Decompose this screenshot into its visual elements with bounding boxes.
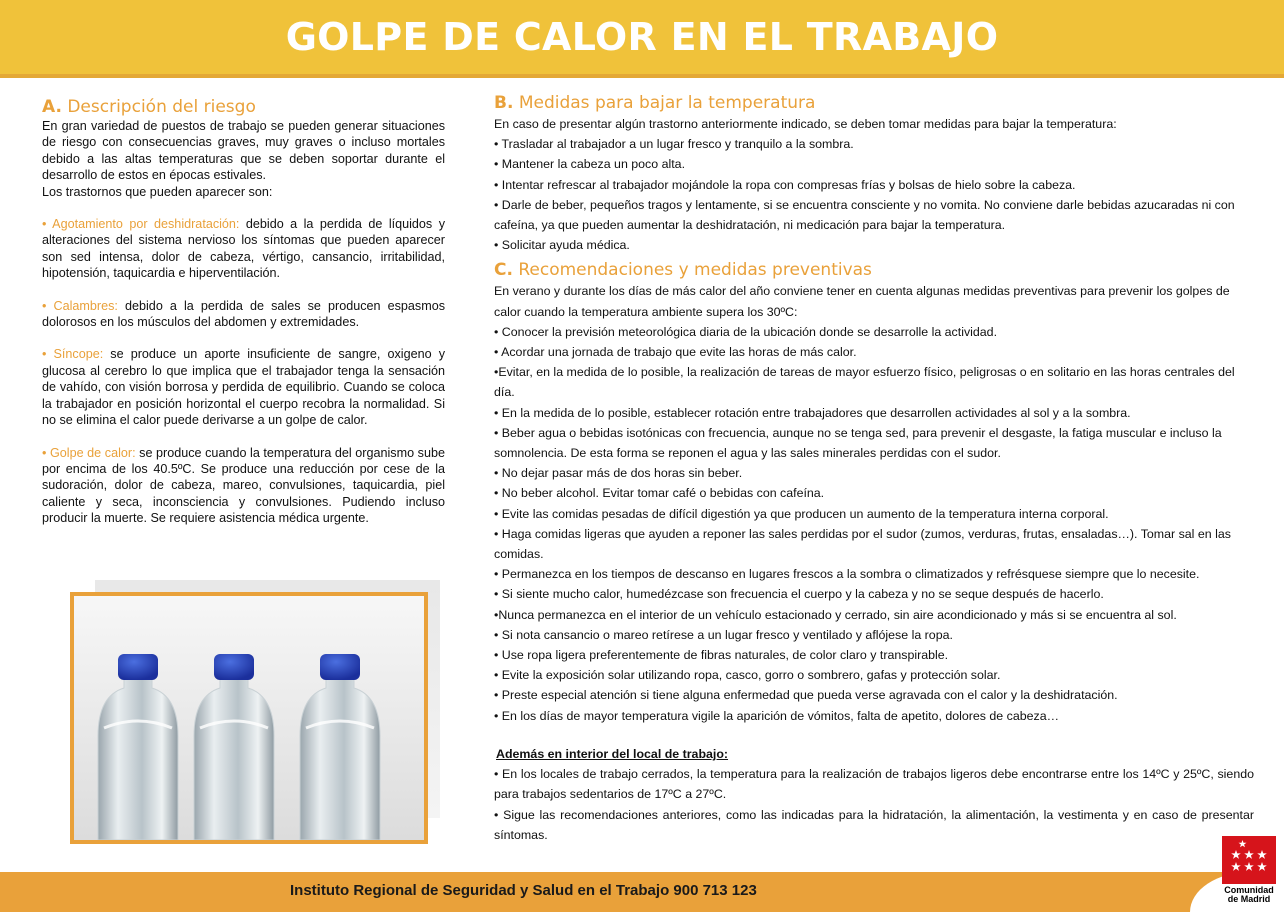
list-item: • Evite la exposición solar utilizando ropa, casco, gorro o sombrero, gafas y protección solar.: [494, 668, 1001, 683]
section-a-title: Descripción del riesgo: [67, 97, 256, 117]
list-item: • Solicitar ayuda médica.: [494, 238, 630, 253]
list-item: • Evite las comidas pesadas de difícil digestión ya que producen un aumento de la temperatura interna corporal.: [494, 506, 1109, 521]
section-c-intro: En verano y durante los días de más calor del año conviene tener en cuenta algunas medidas preventivas para prevenir los golpes de calor cuando la temperatura ambiente supera los 30ºC:: [494, 284, 1230, 319]
list-item: • Permanezca en los tiempos de descanso en lugares frescos a la sombra o climatizados y refrésquese siempre que lo necesite.: [494, 567, 1200, 582]
list-item: • En los locales de trabajo cerrados, la temperatura para la realización de trabajos ligeros debe encontrarse entre los 14ºC y 25ºC, siendo para trabajos sedentarios de 17ºC a 27ºC.: [494, 767, 1254, 802]
list-item: • Beber agua o bebidas isotónicas con frecuencia, aunque no se tenga sed, para prevenir el desgaste, la fatiga muscular e incluso la somnolencia. De esta forma se reponen el agua y las sales minerales perdidas con el sudor.: [494, 425, 1222, 461]
list-item: • No dejar pasar más de dos horas sin beber.: [494, 466, 743, 481]
disorder-text: debido a la perdida de sales se producen espasmos dolorosos en los músculos del abdomen y extremidades.: [42, 298, 445, 330]
comunidad-madrid-logo: [1222, 836, 1276, 904]
section-a-intro: En gran variedad de puestos de trabajo se pueden generar situaciones de riesgo con consecuencias graves, muy graves o incluso mortales debido a las altas temperaturas que se deben soportar durante el desarrollo de estos en épocas estivales.: [42, 119, 445, 183]
list-item: • Si nota cansancio o mareo retírese a un lugar fresco y ventilado y aflójese la ropa.: [494, 627, 953, 642]
logo-line2: de Madrid: [1227, 894, 1271, 904]
section-a: [42, 96, 445, 527]
disorder-text: debido a la perdida de líquidos y alteraciones del sistema nervioso los síntomas que pueden aparecer son sed intensa, dolor de cabeza, vértigo, cansancio, irritabilidad, hipotensión, taquicardia e hiperventilación.: [42, 217, 445, 281]
section-b-heading: [494, 92, 1254, 114]
disorder-item: [42, 298, 445, 331]
indoor-subtitle: Además en interior del local de trabajo:: [496, 746, 729, 761]
disorder-term: • Síncope:: [42, 347, 104, 362]
list-item: • Trasladar al trabajador a un lugar fresco y tranquilo a la sombra.: [494, 137, 854, 152]
section-b-list: [494, 134, 1254, 255]
disorder-term: • Agotamiento por deshidratación:: [42, 217, 240, 232]
list-item: •Nunca permanezca en el interior de un vehículo estacionado y cerrado, sin aire acondicionado y más si se encuentra al sol.: [494, 607, 1177, 622]
water-bottles-icon: [74, 596, 424, 840]
logo-text: [1222, 886, 1276, 904]
list-item: • Si siente mucho calor, humedézcase son frecuencia el cuerpo y la cabeza y no se seque después de hacerlo.: [494, 587, 1104, 602]
list-item: • En los días de mayor temperatura vigile la aparición de vómitos, falta de apetito, dolores de cabeza…: [494, 708, 1059, 723]
list-item: • Darle de beber, pequeños tragos y lentamente, si se encuentra consciente y no vomita. No conviene darle bebidas azucaradas ni con cafeína, ya que pueden aumentar la deshidratación, ni medicación para bajar la temperatura.: [494, 197, 1235, 233]
disorder-item: [42, 216, 445, 282]
section-b-letter: B.: [494, 93, 514, 113]
list-item: • Intentar refrescar al trabajador mojándole la ropa con compresas frías y bolsas de hielo sobre la cabeza.: [494, 177, 1076, 192]
list-item: • Mantener la cabeza un poco alta.: [494, 157, 686, 172]
disorder-item: [42, 346, 445, 428]
indoor-list: [494, 764, 1254, 845]
sections-b-c: [494, 92, 1254, 845]
section-c-list: [494, 322, 1254, 726]
section-a-letter: A.: [42, 97, 62, 117]
list-item: • Use ropa ligera preferentemente de fibras naturales, de color claro y transpirable.: [494, 648, 949, 663]
section-b-title: Medidas para bajar la temperatura: [518, 93, 816, 113]
disorder-text: se produce cuando la temperatura del organismo sube por encima de los 40.5ºC. Se produce una reducción por cese de la sudoración, dolor de cabeza, mareo, convulsiones, taquicardia, piel caliente y seca, inconsciencia y convulsiones. Pudiendo incluso producir la muerte. Se requiere asistencia médica urgente.: [42, 445, 445, 526]
stars-icon: [1222, 836, 1276, 884]
disorder-text: se produce un aporte insuficiente de sangre, oxigeno y glucosa al cerebro lo que implica que el trabajador tenga la sensación de vahído, con visión borrosa y perdida de equilibrio. Cuando se coloca la trabajador en posición horizontal el cuerpo recobra la normalidad. Si no se elimina el calor puede derivarse a un golpe de calor.: [42, 347, 445, 428]
list-item: • Preste especial atención si tiene alguna enfermedad que pueda verse agravada con el calor y la deshidratación.: [494, 688, 1118, 703]
list-item: • Acordar una jornada de trabajo que evite las horas de más calor.: [494, 345, 857, 360]
disorder-term: • Golpe de calor:: [42, 445, 136, 460]
logo-line1: Comunidad: [1224, 885, 1274, 895]
section-a-heading: [42, 96, 445, 118]
list-item: • Sigue las recomendaciones anteriores, como las indicadas para la hidratación, la alimentación, la vestimenta y en caso de presentar síntomas.: [494, 807, 1254, 842]
list-item: • En la medida de lo posible, establecer rotación entre trabajadores que desarrollen actividades al sol y a la sombra.: [494, 405, 1131, 420]
footer-text: Instituto Regional de Seguridad y Salud en el Trabajo 900 713 123: [290, 882, 757, 899]
section-b-intro: En caso de presentar algún trastorno anteriormente indicado, se deben tomar medidas para bajar la temperatura:: [494, 117, 1117, 131]
section-c-heading: [494, 259, 1254, 281]
list-item: • No beber alcohol. Evitar tomar café o bebidas con cafeína.: [494, 486, 825, 501]
section-a-intro2: Los trastornos que pueden aparecer son:: [42, 184, 273, 199]
page-title: GOLPE DE CALOR EN EL TRABAJO: [285, 15, 999, 59]
disorder-item: [42, 445, 445, 527]
section-c-title: Recomendaciones y medidas preventivas: [518, 260, 872, 281]
section-c-letter: C.: [494, 260, 513, 281]
list-item: •Evitar, en la medida de lo posible, la realización de tareas de mayor esfuerzo físico, peligrosas o en solitario en las horas centrales del día.: [494, 365, 1235, 400]
disorder-term: • Calambres:: [42, 298, 118, 313]
list-item: • Conocer la previsión meteorológica diaria de la ubicación donde se desarrolle la actividad.: [494, 324, 998, 339]
madrid-flag-icon: [1222, 836, 1276, 884]
header-banner: [0, 0, 1284, 78]
water-bottles-photo: [70, 592, 428, 844]
list-item: • Haga comidas ligeras que ayuden a reponer las sales perdidas por el sudor (zumos, verduras, frutas, ensaladas…). Tomar sal en las comidas.: [494, 526, 1231, 562]
